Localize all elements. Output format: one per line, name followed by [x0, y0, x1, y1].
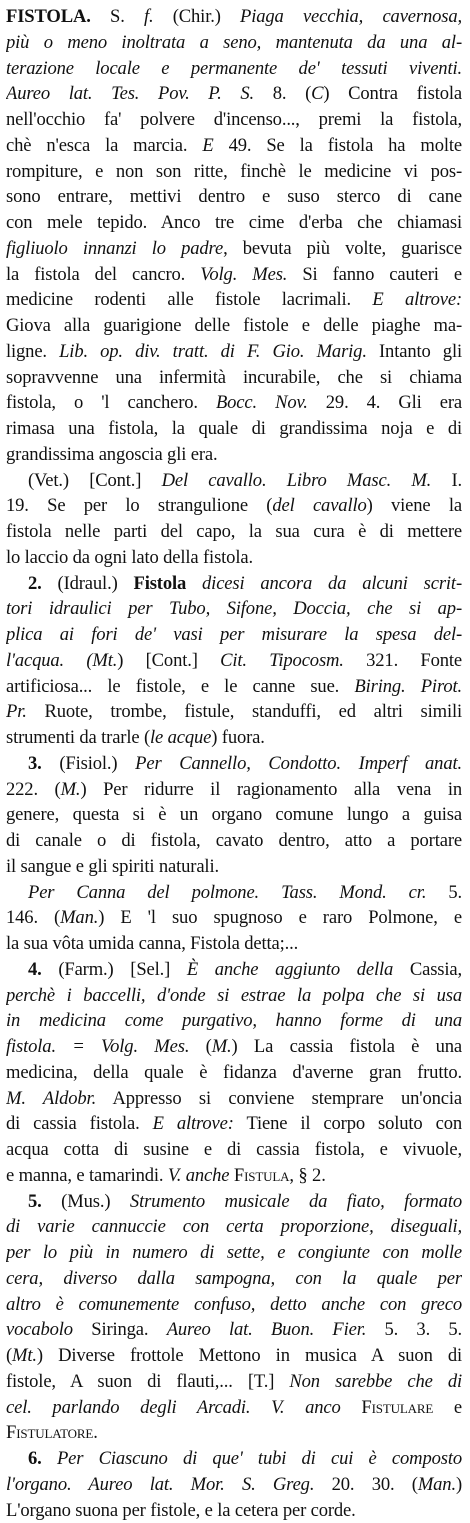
text-segment: M.	[61, 779, 81, 800]
text-line	[6, 1266, 462, 1292]
text-segment: Man.	[418, 1474, 456, 1495]
text-segment: Fistula	[229, 1165, 289, 1186]
text-line	[6, 1343, 462, 1369]
text-segment: (	[6, 1345, 12, 1366]
text-segment: È anche aggiunto della	[187, 959, 393, 980]
text-segment: tori idraulici per Tubo, Sifone, Doccia, che si ap-	[6, 598, 462, 619]
text-segment: 4.	[28, 959, 42, 980]
text-line	[6, 725, 462, 751]
text-line	[6, 1137, 462, 1163]
text-segment: M.	[212, 1036, 232, 1057]
text-segment: (	[189, 1036, 211, 1057]
text-segment: di cassia fistola.	[6, 1113, 153, 1134]
text-segment: rompiture, e non son ritte, finchè le medicine vi pos-	[6, 161, 462, 182]
text-line	[6, 1111, 462, 1137]
text-segment: del cavallo	[272, 495, 366, 516]
text-segment: Bocc. Nov.	[216, 392, 308, 413]
text-segment: con mele tepido. Anco tre cime d'erba che chiamasi	[6, 212, 462, 233]
text-segment: l'organo. Aureo lat. Mor. S. Greg.	[6, 1474, 314, 1495]
text-line	[6, 674, 462, 700]
text-segment: ) Contra fistola	[323, 83, 462, 104]
text-segment: medicine rodenti alle fistole lacrimali.	[6, 289, 372, 310]
text-segment: Biring. Pirot.	[354, 676, 462, 697]
text-segment: per lo più in numero di sette, e congiunte con molle	[6, 1242, 462, 1263]
text-segment: Del cavallo. Libro Masc. M.	[162, 470, 432, 491]
text-segment: 29. 4. Gli era	[308, 392, 462, 413]
text-segment: fistola, o 'l canchero.	[6, 392, 216, 413]
text-segment: Cit. Tipocosm.	[220, 650, 344, 671]
text-line	[6, 1189, 462, 1215]
text-line	[6, 1008, 462, 1034]
text-line	[6, 493, 462, 519]
text-line	[6, 983, 462, 1009]
text-segment: Lib. op. div. tratt. di F. Gio. Marig.	[59, 341, 367, 362]
text-segment: C	[311, 83, 323, 104]
text-segment: la fistola del cancro.	[6, 264, 200, 285]
text-segment: e manna, e tamarindi.	[6, 1165, 168, 1186]
text-segment: genere, questa si è un organo comune lungo a guisa	[6, 804, 462, 825]
text-segment: ) fuora.	[211, 727, 265, 748]
text-segment: le acque	[150, 727, 211, 748]
text-line	[6, 519, 462, 545]
text-segment: sopravvenne una infermità incurabile, che si chiama	[6, 367, 462, 388]
dictionary-entry-fistola	[6, 4, 462, 1523]
text-segment: dicesi ancora da alcuni scrit-	[186, 573, 462, 594]
text-segment: 19. Se per lo strangulione (	[6, 495, 272, 516]
text-segment: Ruote, trombe, fistule, standuffi, ed altri simili	[27, 701, 462, 722]
text-line	[6, 1292, 462, 1318]
text-line	[6, 931, 462, 957]
text-line	[6, 236, 462, 262]
text-line	[6, 1086, 462, 1112]
text-segment: FISTOLA.	[6, 6, 91, 27]
text-segment: Per Ciascuno di que' tubi di cui è composto	[57, 1448, 462, 1469]
text-segment: Per Cannello, Condotto. Imperf anat.	[135, 753, 462, 774]
text-segment: (Chir.)	[153, 6, 240, 27]
text-segment: 2.	[28, 573, 42, 594]
text-segment: ) [Cont.]	[117, 650, 220, 671]
text-segment: V. anche	[168, 1165, 229, 1186]
text-segment: vocabolo	[6, 1319, 73, 1340]
text-line	[6, 1060, 462, 1086]
text-segment: (Idraul.)	[42, 573, 134, 594]
text-segment: artificiosa... le fistole, e le canne sue.	[6, 676, 354, 697]
text-segment: 49. Se la fistola ha molte	[214, 135, 462, 156]
text-segment: fistole, A suon di flauti,... [T.]	[6, 1371, 289, 1392]
text-segment: 5. 3. 5.	[366, 1319, 462, 1340]
text-line	[6, 1420, 462, 1446]
text-line	[6, 262, 462, 288]
text-line	[6, 1446, 462, 1472]
text-line	[6, 777, 462, 803]
text-line	[6, 56, 462, 82]
text-segment: più o meno inoltrata a seno, mantenuta da una al-	[6, 32, 462, 53]
text-line	[6, 751, 462, 777]
text-segment: 8. (	[254, 83, 311, 104]
text-line	[6, 854, 462, 880]
text-segment: E altrove:	[372, 289, 462, 310]
text-line	[6, 880, 462, 906]
text-segment: il sangue e gli spiriti naturali.	[6, 856, 219, 877]
text-segment: 5.	[28, 1191, 42, 1212]
text-line	[6, 416, 462, 442]
text-line	[6, 1163, 462, 1189]
text-line	[6, 1214, 462, 1240]
text-segment: Giova alla guarigione delle fistole e delle piaghe ma-	[6, 315, 462, 336]
text-segment: di varie cannuccie con certa proporzione, diseguali,	[6, 1216, 462, 1237]
text-segment: in medicina come purgativo, hanno forme di una	[6, 1010, 462, 1031]
text-segment: la sua vôta umida canna, Fistola detta;...	[6, 933, 298, 954]
text-segment: cera, diverso dalla sampogna, con la quale per	[6, 1268, 462, 1289]
text-segment: ligne.	[6, 341, 59, 362]
text-segment: Cassia,	[393, 959, 462, 980]
text-segment: (Farm.) [Sel.]	[42, 959, 187, 980]
text-segment: l'acqua. (	[6, 650, 92, 671]
text-line	[6, 287, 462, 313]
text-segment: sono entrare, mettivi dentro e suso sterco di cane	[6, 186, 462, 207]
text-segment: Appresso si conviene stemprare un'oncia	[96, 1088, 462, 1109]
text-line	[6, 133, 462, 159]
text-segment: grandissima angoscia gli era.	[6, 444, 217, 465]
text-segment: Fistulatore	[6, 1422, 93, 1443]
text-segment: 3.	[28, 753, 42, 774]
text-line	[6, 210, 462, 236]
text-segment: fistola. = Volg. Mes.	[6, 1036, 189, 1057]
text-segment: f.	[144, 6, 154, 27]
text-segment	[42, 1448, 57, 1469]
text-segment: lo laccio da ogni lato della fistola.	[6, 547, 253, 568]
text-segment: S.	[91, 6, 144, 27]
text-line	[6, 648, 462, 674]
text-line	[6, 1034, 462, 1060]
text-line	[6, 1395, 462, 1421]
text-segment: Intanto gli	[367, 341, 462, 362]
text-line	[6, 442, 462, 468]
text-line	[6, 468, 462, 494]
text-segment: , bevuta più volte, guarisce	[223, 238, 462, 259]
text-segment: medicina, della quale è fidanza d'averne gran frutto.	[6, 1062, 462, 1083]
text-segment: Siringa.	[73, 1319, 167, 1340]
text-line	[6, 1472, 462, 1498]
text-segment: ) La cassia fistola è una	[232, 1036, 462, 1057]
text-segment: I.	[431, 470, 462, 491]
text-line	[6, 184, 462, 210]
text-segment: )	[456, 1474, 462, 1495]
text-segment: 20. 30. (	[314, 1474, 417, 1495]
text-segment: ) Diverse frottole Mettono in musica A suon di	[37, 1345, 462, 1366]
text-segment: 321. Fonte	[344, 650, 462, 671]
text-line	[6, 622, 462, 648]
text-line	[6, 905, 462, 931]
text-line	[6, 802, 462, 828]
text-line	[6, 571, 462, 597]
text-segment: Pr.	[6, 701, 27, 722]
text-segment: Strumento musicale da fiato, formato	[130, 1191, 462, 1212]
text-segment: Piaga vecchia, cavernosa,	[240, 6, 462, 27]
text-segment: ) E 'l suo spugnoso e raro Polmone, e	[98, 907, 462, 928]
text-line	[6, 313, 462, 339]
text-segment: M. Aldobr.	[6, 1088, 96, 1109]
text-segment: fistola nelle parti del capo, la sua cura è di mettere	[6, 521, 462, 542]
text-line	[6, 596, 462, 622]
text-segment: Fistola	[133, 573, 186, 594]
text-line	[6, 159, 462, 185]
text-segment: Man.	[60, 907, 98, 928]
text-segment: e	[433, 1397, 462, 1418]
text-segment: Per Canna del polmone. Tass. Mond. cr.	[28, 882, 426, 903]
text-segment: anco	[284, 1397, 361, 1418]
text-segment: 6.	[28, 1448, 42, 1469]
text-line	[6, 545, 462, 571]
text-line	[6, 4, 462, 30]
text-segment: Mt.	[12, 1345, 37, 1366]
text-segment: plica ai fori de' vasi per misurare la spesa del-	[6, 624, 462, 645]
text-segment: figliuolo innanzi lo padre	[6, 238, 223, 259]
text-line	[6, 828, 462, 854]
text-segment: altro è comunemente confuso, detto anche con greco	[6, 1294, 462, 1315]
text-segment: 222. (	[6, 779, 61, 800]
text-line	[6, 107, 462, 133]
text-segment: (Fisiol.)	[42, 753, 135, 774]
text-segment: perchè i baccelli, d'onde si estrae la polpa che si usa	[6, 985, 462, 1006]
text-segment: nell'occhio fa' polvere d'incenso..., premi la fistola,	[6, 109, 462, 130]
text-segment: .	[93, 1422, 98, 1443]
text-segment: L'organo suona per fistole, e la cetera per corde.	[6, 1500, 356, 1521]
text-line	[6, 365, 462, 391]
text-segment: Non sarebbe che di	[289, 1371, 462, 1392]
text-segment: E	[202, 135, 213, 156]
text-segment: ) Per ridurre il ragionamento alla vena in	[80, 779, 462, 800]
text-segment: E altrove:	[153, 1113, 234, 1134]
text-line	[6, 1498, 462, 1523]
text-segment: terazione locale e permanente de' tessuti viventi.	[6, 58, 462, 79]
text-segment: (Mus.)	[42, 1191, 130, 1212]
text-segment: Mt.	[92, 650, 117, 671]
text-segment: 146. (	[6, 907, 60, 928]
text-segment: acqua cotta di susine e di cassia fistola, e vivuole,	[6, 1139, 462, 1160]
text-segment: chè n'esca la marcia.	[6, 135, 202, 156]
text-segment: , § 2.	[289, 1165, 325, 1186]
text-line	[6, 339, 462, 365]
text-segment: strumenti da trarle (	[6, 727, 150, 748]
text-line	[6, 390, 462, 416]
text-segment: Aureo lat. Buon. Fier.	[167, 1319, 367, 1340]
text-line	[6, 81, 462, 107]
text-segment: (Vet.) [Cont.]	[28, 470, 162, 491]
text-line	[6, 1317, 462, 1343]
text-line	[6, 699, 462, 725]
text-segment: Si fanno cauteri e	[287, 264, 462, 285]
text-segment: Fistulare	[361, 1397, 433, 1418]
text-segment: ) viene la	[367, 495, 462, 516]
text-line	[6, 30, 462, 56]
text-line	[6, 1369, 462, 1395]
text-segment: di canale o di fistola, cavato dentro, atto a portare	[6, 830, 462, 851]
text-segment: Tiene il corpo soluto con	[234, 1113, 462, 1134]
text-segment: Aureo lat. Tes. Pov. P. S.	[6, 83, 254, 104]
text-segment: cel. parlando degli Arcadi. V.	[6, 1397, 284, 1418]
text-segment: 5.	[426, 882, 462, 903]
text-segment: rimasa una fistola, la quale di grandissima noja e di	[6, 418, 462, 439]
text-line	[6, 957, 462, 983]
text-segment: Volg. Mes.	[200, 264, 287, 285]
